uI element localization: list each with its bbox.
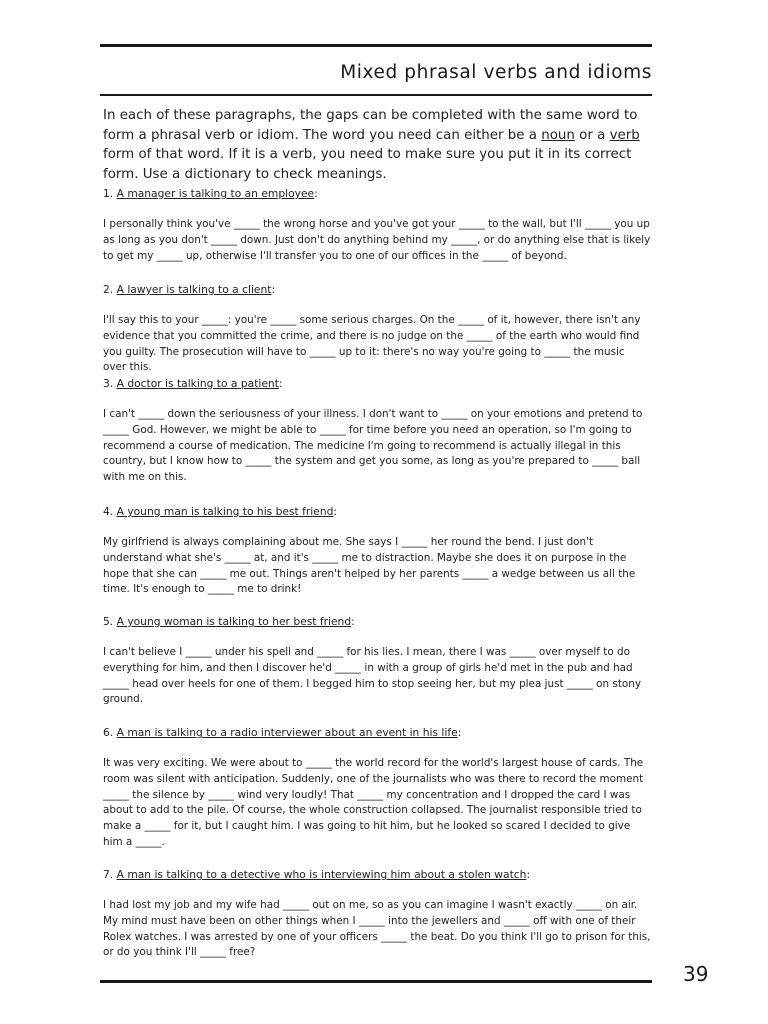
exercise-number: 3.: [103, 377, 114, 390]
exercise-paragraph: I can't _____ down the seriousness of your illness. I don't want to _____ on your emotions and pretend to _____ God. However, we might be able to _____ for time before you need an operation, so I'm going to recommend a course of medication. The medicine I'm going to recommend is actually illegal in this country, but I know how to _____ the system and get you some, as long as you're prepared to _____ ball with me on this.: [103, 408, 643, 484]
exercise-2: [103, 283, 651, 376]
exercise-4: [103, 505, 651, 598]
worksheet-page: [100, 0, 652, 1024]
exercise-paragraph: I can't believe I _____ under his spell and _____ for his lies. I mean, there I was _____ over myself to do everything for him, and then I discover he'd _____ in with a group of girls he'd met in the pub and had _____ head over heels for one of them. I begged him to stop seeing her, but my plea just _____ on stony ground.: [103, 646, 641, 706]
exercise-context: A young man is talking to his best friend: [116, 505, 334, 518]
exercise-6: [103, 726, 651, 851]
instructions-part1: In each of these paragraphs, the gaps can be completed with the same word to form a phrasal verb or idiom. The word you need can either be a: [103, 108, 638, 143]
exercise-heading: 1. A manager is talking to an employee:: [103, 187, 318, 200]
exercise-context: A young woman is talking to her best friend: [116, 615, 352, 628]
bottom-rule: [100, 980, 652, 983]
exercise-paragraph: My girlfriend is always complaining about me. She says I _____ her round the bend. I just don't understand what she's _____ at, and it's _____ me to distraction. Maybe she does it on purpose in the hope that she can _____ me out. Things aren't helped by her parents _____ a wedge between us all the time. It's enough to _____ me to drink!: [103, 536, 636, 596]
exercise-5: [103, 615, 651, 708]
title-rule: [100, 94, 652, 96]
exercise-number: 2.: [103, 283, 114, 296]
exercise-heading: 5. A young woman is talking to her best friend:: [103, 615, 355, 628]
exercise-context: A doctor is talking to a patient: [116, 377, 279, 390]
exercise-number: 4.: [103, 505, 114, 518]
instructions-part2: form of that word. If it is a verb, you need to make sure you put it in its correct form. Use a dictionary to check meanings.: [103, 147, 632, 182]
exercise-heading: 6. A man is talking to a radio interviewer about an event in his life:: [103, 726, 462, 739]
exercise-3: [103, 377, 651, 486]
exercise-number: 6.: [103, 726, 114, 739]
instructions-or-a: or a: [574, 127, 610, 143]
exercise-number: 5.: [103, 615, 114, 628]
exercise-context: A lawyer is talking to a client: [116, 283, 272, 296]
exercise-context: A man is talking to a radio interviewer about an event in his life: [116, 726, 458, 739]
exercise-context: A man is talking to a detective who is interviewing him about a stolen watch: [116, 868, 527, 881]
exercise-heading: 4. A young man is talking to his best friend:: [103, 505, 338, 518]
exercise-paragraph: I'll say this to your _____: you're _____ some serious charges. On the _____ of it, however, there isn't any evidence that you committed the crime, and there is no judge on the _____ of the earth who would find you guilty. The prosecution will have to _____ up to it: there's no way you're going to _____ the music over this.: [103, 314, 641, 374]
exercise-heading: 3. A doctor is talking to a patient:: [103, 377, 283, 390]
exercise-heading: 2. A lawyer is talking to a client:: [103, 283, 276, 296]
exercise-1: [103, 187, 651, 264]
exercise-number: 1.: [103, 187, 114, 200]
exercise-number: 7.: [103, 868, 114, 881]
instructions-verb: verb: [609, 127, 640, 143]
instructions-noun: noun: [541, 127, 575, 143]
top-rule: [100, 44, 652, 47]
page-number: 39: [683, 962, 709, 986]
page-title: Mixed phrasal verbs and idioms: [340, 62, 652, 83]
exercise-context: A manager is talking to an employee: [116, 187, 315, 200]
exercise-heading: 7. A man is talking to a detective who is interviewing him about a stolen watch:: [103, 868, 531, 881]
exercise-paragraph: It was very exciting. We were about to _____ the world record for the world's largest house of cards. The room was silent with anticipation. Suddenly, one of the journalists who was there to record the moment _____ the silence by _____ wind very loudly! That _____ my concentration and I dropped the card I was about to add to the pile. Of course, the whole construction collapsed. The journalist responsible tried to make a _____ for it, but I caught him. I was going to hit him, but he looked so scared I decided to give him a _____.: [103, 757, 644, 848]
exercise-paragraph: I personally think you've _____ the wrong horse and you've got your _____ to the wall, but I'll _____ you up as long as you don't _____ down. Just don't do anything behind my _____, or do anything else that is likely to get my _____ up, otherwise I'll transfer you to one of our offices in the _____ of beyond.: [103, 218, 651, 262]
exercise-7: [103, 868, 651, 961]
instructions: [103, 106, 651, 184]
exercise-paragraph: I had lost my job and my wife had _____ out on me, so as you can imagine I wasn't exactly _____ on air. My mind must have been on other things when I _____ into the jewellers and _____ off with one of their Rolex watches. I was arrested by one of your officers _____ the beat. Do you think I'll go to prison for this, or do you think I'll _____ free?: [103, 899, 651, 959]
